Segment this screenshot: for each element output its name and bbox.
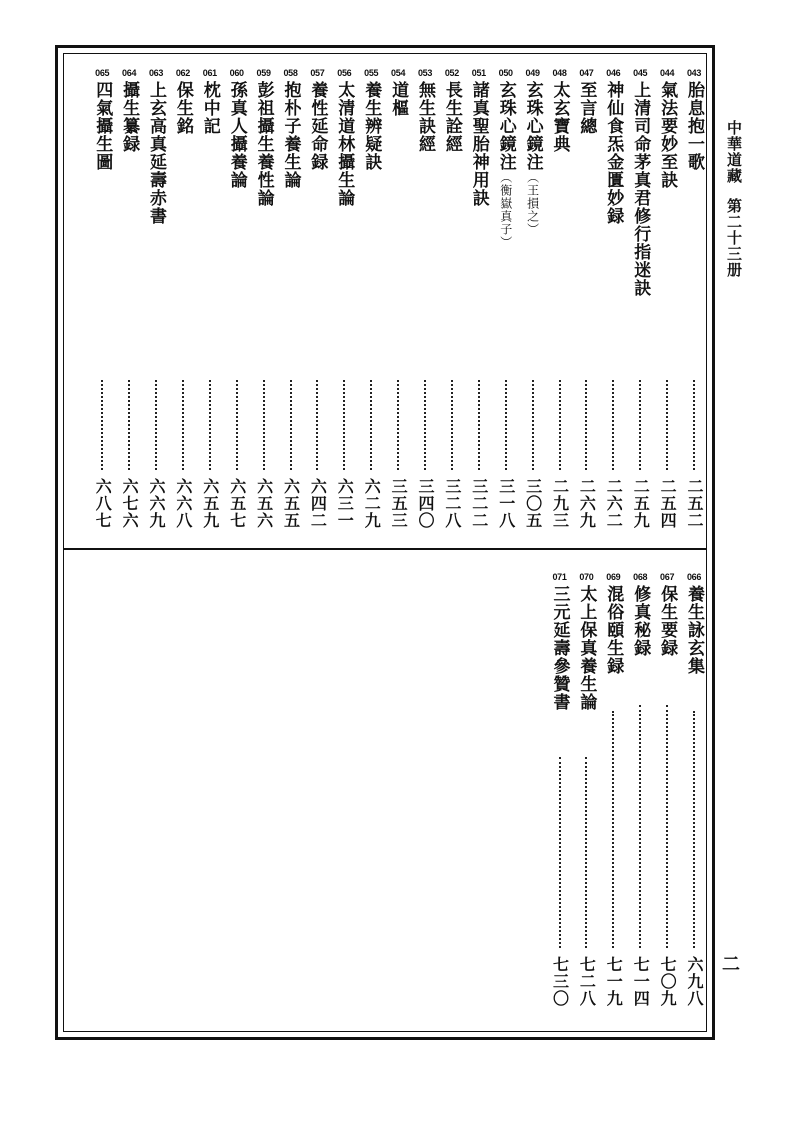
toc-entry[interactable]	[654, 572, 680, 657]
entry-title-text: 養性延命録	[307, 81, 328, 171]
entry-title-text: 枕中記	[199, 81, 220, 135]
entry-page-number: 七〇九	[658, 956, 678, 1007]
entry-title-text: 至言總	[576, 81, 597, 135]
entry-page-number: 七一九	[604, 956, 624, 1007]
entry-title-text: 彭祖攝生養性論	[253, 81, 274, 207]
leader-dots	[612, 380, 616, 470]
entry-number: 056	[337, 68, 352, 78]
entry-number: 051	[471, 68, 486, 78]
entry-number: 044	[660, 68, 675, 78]
entry-title-text: 胎息抱一歌	[684, 81, 704, 171]
entry-title	[602, 81, 624, 225]
entry-title	[414, 81, 436, 153]
toc-entry[interactable]	[224, 68, 250, 189]
entry-number: 058	[283, 68, 298, 78]
leader-dots	[559, 380, 563, 470]
entry-title-text: 抱朴子養生論	[280, 81, 301, 189]
entry-number: 070	[579, 572, 594, 582]
entry-title	[656, 81, 678, 189]
toc-entry[interactable]	[385, 68, 411, 117]
toc-entry[interactable]	[89, 68, 115, 171]
leader-dots	[666, 705, 670, 948]
toc-entry[interactable]	[493, 68, 519, 249]
leader-dots	[585, 757, 589, 948]
entry-title-text: 三元延壽參贊書	[549, 585, 570, 711]
entry-title	[306, 81, 328, 171]
leader-dots	[505, 380, 509, 470]
leader-dots	[182, 380, 186, 470]
entry-number: 060	[229, 68, 244, 78]
leader-dots	[639, 705, 643, 948]
entry-title	[683, 585, 705, 675]
leader-dots	[612, 711, 616, 948]
toc-entry[interactable]	[573, 68, 599, 135]
entry-title-text: 諸真聖胎神用訣	[468, 81, 489, 207]
toc-entry[interactable]	[627, 68, 653, 297]
entry-number: 062	[175, 68, 190, 78]
leader-dots	[478, 380, 482, 470]
leader-dots	[343, 380, 347, 470]
entry-page-number: 三二二	[469, 478, 489, 529]
entry-number: 049	[525, 68, 540, 78]
entry-page-number: 七二八	[577, 956, 597, 1007]
entry-number: 057	[310, 68, 325, 78]
toc-entry[interactable]	[331, 68, 357, 207]
entry-page-number: 二五九	[631, 478, 651, 529]
entry-title-text: 氣法要妙至訣	[657, 81, 678, 189]
volume-title: 第二十三册	[725, 198, 743, 279]
entry-note: （王損之）	[525, 171, 540, 236]
entry-number: 046	[606, 68, 621, 78]
entry-title-text: 上清司命茅真君修行指迷訣	[630, 81, 651, 297]
collection-title: 中華道藏	[725, 120, 743, 184]
toc-entry[interactable]	[627, 572, 653, 657]
leader-dots	[585, 380, 589, 470]
entry-title	[199, 81, 221, 135]
entry-title	[280, 81, 302, 189]
entry-page-number: 二九三	[550, 478, 570, 529]
entry-title-text: 太上保真養生論	[576, 585, 597, 711]
entry-title	[656, 585, 678, 657]
entry-title	[226, 81, 248, 189]
entry-title	[172, 81, 194, 135]
entry-page-number: 三二八	[442, 478, 462, 529]
entry-title-text: 玄珠心鏡注	[495, 81, 516, 171]
running-header	[723, 120, 745, 278]
leader-dots	[155, 380, 159, 470]
entry-number: 059	[256, 68, 271, 78]
entry-title	[549, 81, 571, 153]
entry-number: 043	[686, 68, 702, 78]
entry-title	[629, 585, 651, 657]
entry-title-text: 保生銘	[172, 81, 193, 135]
entry-page-number: 二五二	[685, 478, 704, 529]
toc-entry[interactable]	[304, 68, 330, 171]
entry-number: 054	[391, 68, 406, 78]
entry-page-number: 七三〇	[550, 956, 570, 1007]
entry-title	[387, 81, 409, 117]
entry-page-number: 六七六	[120, 478, 140, 529]
entry-title	[468, 81, 490, 207]
entry-number: 045	[633, 68, 648, 78]
leader-dots	[236, 380, 240, 470]
entry-number: 055	[364, 68, 379, 78]
toc-entry[interactable]	[197, 68, 223, 135]
toc-entry[interactable]	[466, 68, 492, 207]
leader-dots	[532, 380, 536, 470]
entry-page-number: 六六九	[147, 478, 166, 529]
entry-number: 061	[202, 68, 217, 78]
entry-title-text: 長生詮經	[441, 81, 462, 153]
entry-page-number: 二六二	[604, 478, 624, 529]
toc-entry[interactable]	[600, 572, 626, 675]
entry-number: 048	[552, 68, 567, 78]
entry-number: 047	[579, 68, 594, 78]
entry-title-text: 攝生纂録	[119, 81, 140, 153]
toc-entry[interactable]	[681, 572, 707, 675]
entry-title	[522, 81, 544, 236]
leader-dots	[128, 380, 132, 470]
entry-title	[629, 81, 651, 297]
entry-page-number: 七一四	[631, 956, 651, 1007]
entry-number: 063	[148, 68, 164, 78]
entry-page-number: 六五七	[227, 478, 247, 529]
entry-number: 066	[686, 572, 702, 582]
entry-page-number: 三五三	[389, 478, 409, 529]
toc-entry[interactable]	[573, 572, 599, 711]
leader-dots	[263, 380, 267, 470]
leader-dots	[451, 380, 455, 470]
toc-entry[interactable]	[547, 68, 573, 153]
entry-title-text: 混俗頤生録	[603, 585, 624, 675]
entry-title-text: 神仙食炁金匱妙録	[603, 81, 624, 225]
section-divider	[63, 548, 707, 550]
entry-number: 064	[122, 68, 137, 78]
entry-title-text: 養生辨疑訣	[361, 81, 382, 171]
entry-title	[575, 585, 597, 711]
leader-dots	[209, 380, 213, 470]
leader-dots	[666, 380, 670, 470]
entry-number: 052	[444, 68, 459, 78]
entry-page-number: 六二九	[362, 478, 382, 529]
entry-page-number: 六八七	[93, 478, 113, 529]
entry-page-number: 三一八	[496, 478, 516, 529]
toc-entry[interactable]	[251, 68, 277, 207]
entry-page-number: 六六八	[173, 478, 193, 529]
leader-dots	[290, 380, 294, 470]
entry-page-number: 六九八	[685, 956, 704, 1007]
leader-dots	[397, 380, 401, 470]
toc-entry[interactable]	[600, 68, 626, 225]
entry-title-text: 孫真人攝養論	[226, 81, 247, 189]
entry-page-number: 六五六	[254, 478, 274, 529]
entry-title	[145, 81, 167, 225]
toc-entry[interactable]	[547, 572, 573, 711]
entry-page-number: 六四二	[308, 478, 328, 529]
entry-page-number: 六五五	[281, 478, 301, 529]
leader-dots	[424, 380, 428, 470]
entry-number: 068	[633, 572, 648, 582]
entry-title	[333, 81, 355, 207]
leader-dots	[693, 711, 697, 948]
entry-title-text: 玄珠心鏡注	[522, 81, 543, 171]
entry-title	[575, 81, 597, 135]
entry-title	[549, 585, 571, 711]
entry-title-text: 道樞	[388, 81, 409, 117]
toc-entry[interactable]	[681, 68, 707, 171]
toc-entry[interactable]	[278, 68, 304, 189]
leader-dots	[101, 380, 105, 470]
leader-dots	[370, 380, 374, 470]
entry-title-text: 修真秘録	[630, 585, 651, 657]
toc-entry[interactable]	[439, 68, 465, 153]
page-number: 二	[722, 954, 740, 975]
entry-number: 065	[95, 68, 110, 78]
entry-page-number: 二五四	[658, 478, 678, 529]
entry-number: 067	[660, 572, 675, 582]
entry-title	[91, 81, 113, 171]
leader-dots	[559, 757, 563, 948]
entry-page-number: 六五九	[200, 478, 220, 529]
entry-title-text: 太玄寶典	[549, 81, 570, 153]
toc-entry[interactable]	[520, 68, 546, 236]
toc-entry[interactable]	[358, 68, 384, 171]
leader-dots	[639, 380, 643, 470]
entry-number: 053	[417, 68, 433, 78]
toc-entry[interactable]	[143, 68, 169, 225]
entry-title-text: 無生訣經	[415, 81, 435, 153]
toc-entry[interactable]	[116, 68, 142, 153]
entry-title	[495, 81, 517, 249]
entry-title	[602, 585, 624, 675]
entry-page-number: 三四〇	[416, 478, 435, 529]
toc-entry[interactable]	[412, 68, 438, 153]
entry-title	[360, 81, 382, 171]
entry-title-text: 上玄高真延壽赤書	[146, 81, 166, 225]
entry-number: 069	[606, 572, 621, 582]
leader-dots	[316, 380, 320, 470]
entry-title-text: 四氣攝生圖	[92, 81, 113, 171]
entry-page-number: 二六九	[577, 478, 597, 529]
entry-title-text: 保生要録	[657, 585, 678, 657]
entry-title-text: 養生詠玄集	[684, 585, 704, 675]
entry-title	[253, 81, 275, 207]
toc-entry[interactable]	[170, 68, 196, 135]
entry-page-number: 三〇五	[523, 478, 543, 529]
toc-entry[interactable]	[654, 68, 680, 189]
entry-title	[683, 81, 705, 171]
leader-dots	[693, 380, 697, 470]
entry-title	[441, 81, 463, 153]
entry-page-number: 六三一	[335, 478, 355, 529]
entry-number: 071	[552, 572, 567, 582]
entry-number: 050	[498, 68, 513, 78]
entry-note: （衡嶽真子）	[498, 171, 513, 249]
entry-title	[118, 81, 140, 153]
entry-title-text: 太清道林攝生論	[334, 81, 355, 207]
